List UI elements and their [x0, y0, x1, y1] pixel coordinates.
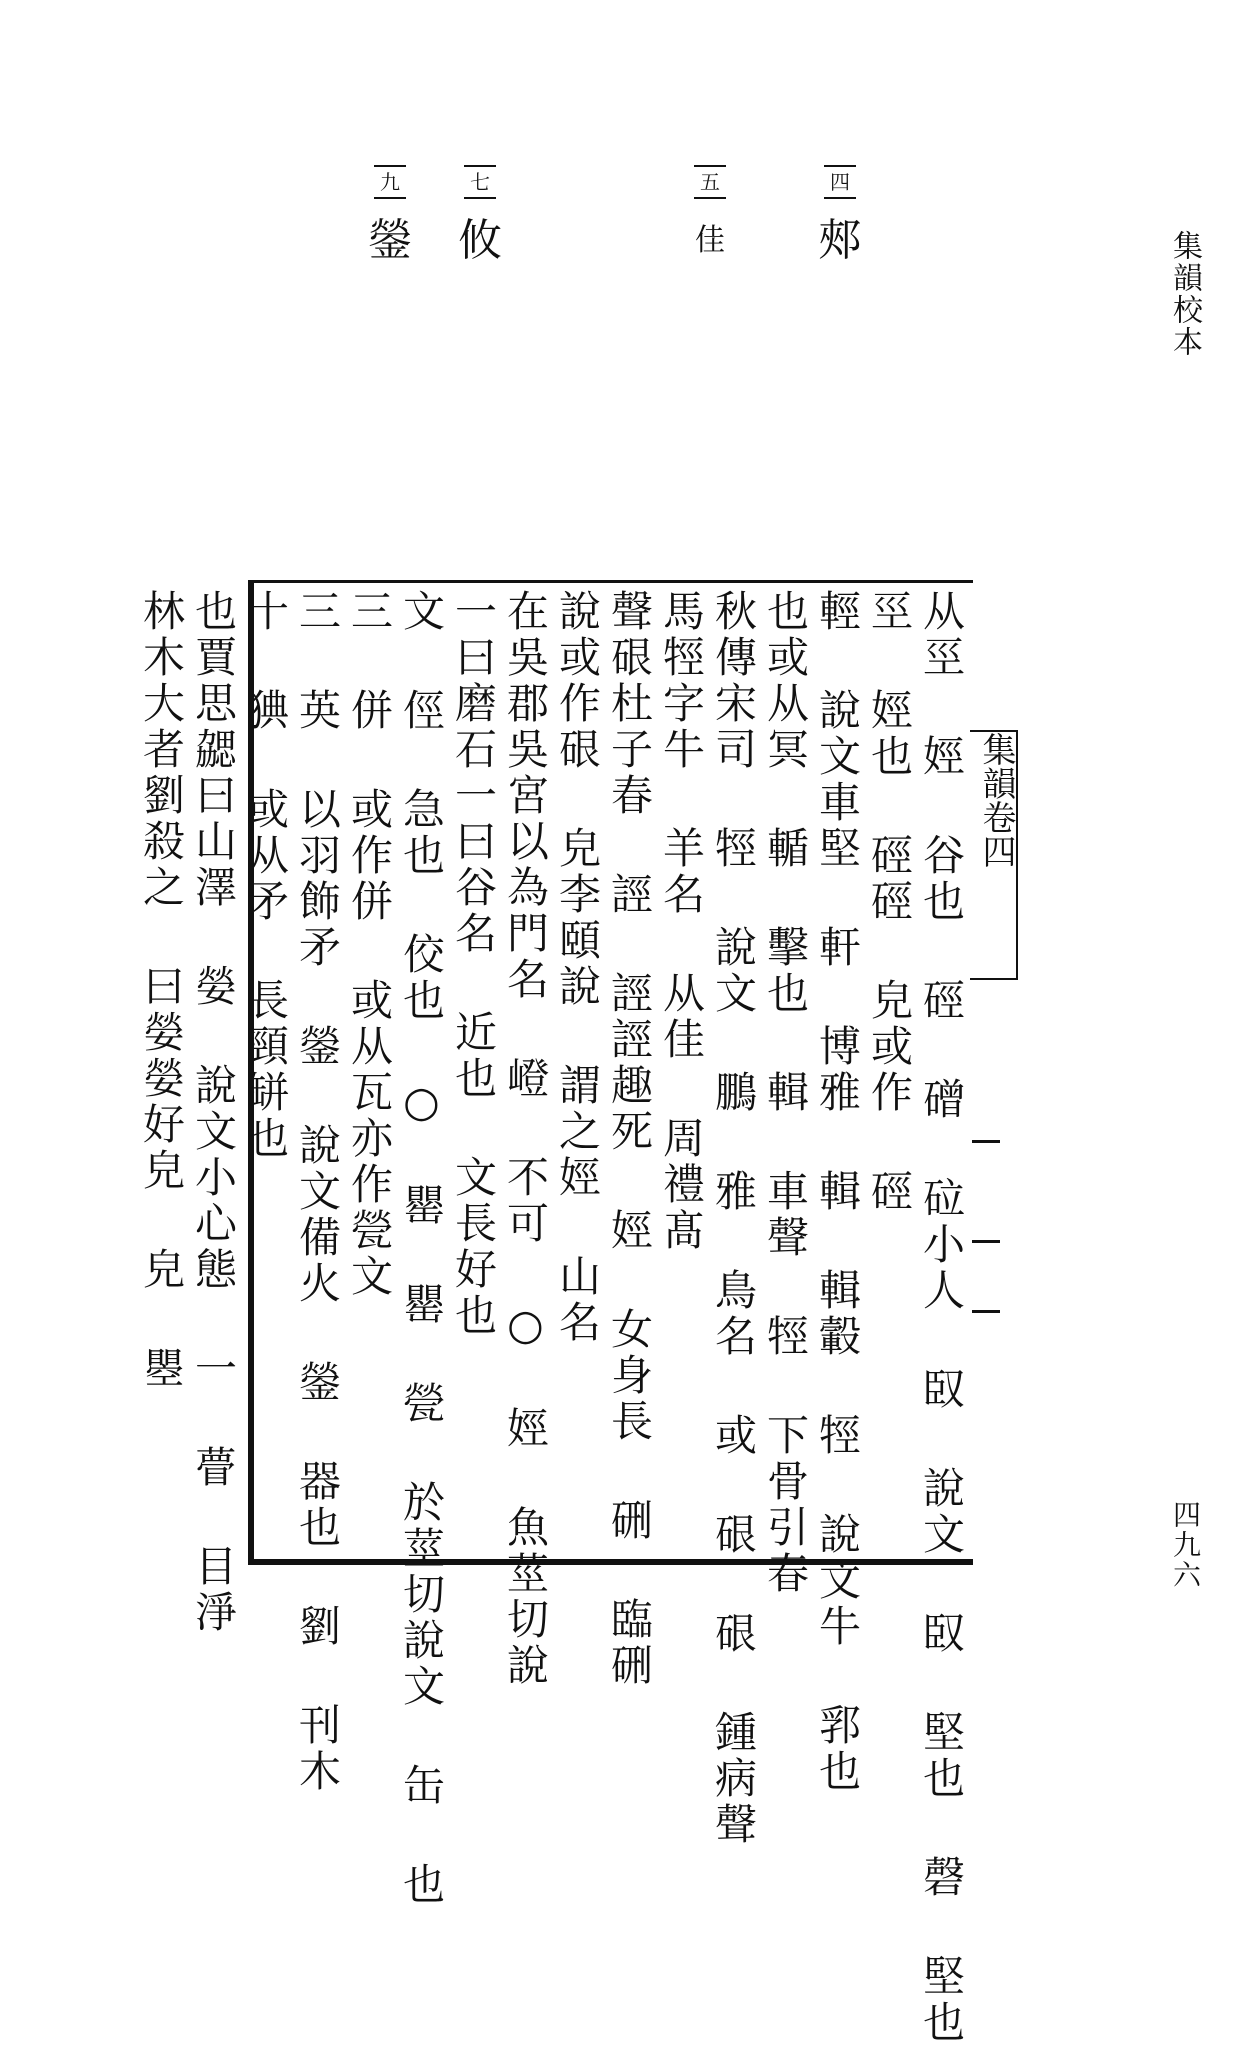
text-column-6: 馬牼字牛 羊名 从佳 周禮髙 — [657, 589, 706, 1254]
text-column-8: 說或作硍 皃李頤說 謂之娙 山名 — [553, 589, 602, 1346]
collation-note-7 — [450, 165, 510, 265]
collation-note-4 — [810, 165, 870, 265]
text-column-15: 也賈思勰曰山澤 嫈 說文小心態 一 瞢 目淨 — [189, 589, 238, 1636]
page-number: 四九六 — [1169, 1500, 1202, 1590]
collation-note-5 — [680, 165, 740, 265]
text-column-11: 文 俓 急也 佼也 ○ 罌 罌 甇 於莖切說文 缶 也 — [397, 589, 446, 1908]
text-column-7: 聲硍杜子春 誙 誙誙趣死 娙 女身長 硎 臨硎 — [605, 589, 654, 1689]
note-character: 鎣 — [368, 215, 412, 266]
note-character: 郟 — [818, 215, 862, 266]
running-head: 集韻校本 — [1167, 230, 1202, 358]
text-column-12: 三 併 或作併 或从瓦亦作甇文 — [345, 589, 394, 1300]
text-column-13: 三 英 以羽飾矛 鎣 說文備火 鎣 器也 劉 刊木 — [293, 589, 342, 1795]
text-column-14: 十 猠 或从矛 長頸缾也 — [241, 589, 290, 1162]
text-column-10: 一曰磨石一曰谷名 近也 文長好也 — [449, 589, 498, 1339]
text-column-4: 也或从冥 輴 擊也 輯 車聲 牼 下骨引春 — [761, 589, 810, 1597]
text-column-5: 秋傳宋司 牼 說文 鵬 雅 鳥名 或 硍 硍 鍾病聲 — [709, 589, 758, 1848]
note-character: 佳 — [695, 223, 725, 258]
text-columns — [137, 589, 967, 2046]
note-number: 九 — [374, 165, 406, 199]
margin-tick — [972, 1310, 1000, 1313]
printed-text-block — [137, 580, 973, 2046]
block-heading-tab: 集韻卷四 — [970, 730, 1018, 980]
note-number: 七 — [464, 165, 496, 199]
text-column-16: 林木大者劉殺之 曰嫈嫈好皃 皃 瞾 — [137, 589, 186, 1392]
text-column-1: 从巠 娙 谷也 硜 磳 砬小人 臤 說文 臤 堅也 磬 堅也 — [917, 589, 966, 2046]
collation-note-9 — [360, 165, 420, 265]
text-column-9: 在吳郡吳宮以為門名 嶝 不可 ○ 娙 魚莖切說 — [501, 589, 550, 1689]
margin-tick — [972, 1240, 1000, 1243]
note-character: 攸 — [458, 215, 502, 266]
margin-tick — [972, 1140, 1000, 1143]
text-column-3: 輕 說文車堅 軒 博雅 輯 輯轂 牼 說文牛 郛也 — [813, 589, 862, 1795]
note-number: 四 — [824, 165, 856, 199]
note-number: 五 — [694, 165, 726, 199]
text-column-2: 巠 娙也 硜硜 皃或作 硜 — [865, 589, 914, 1215]
